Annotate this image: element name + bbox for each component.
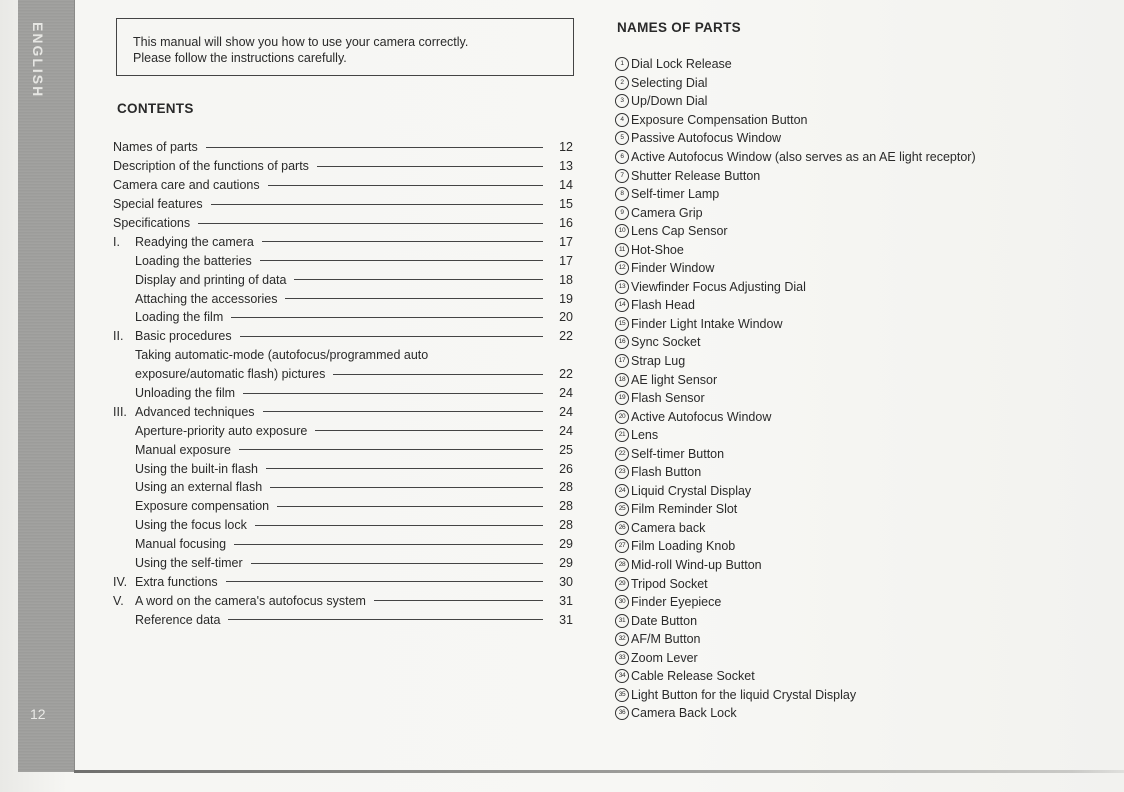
toc-label: Advanced techniques [135, 404, 255, 419]
toc-leader-line [239, 449, 543, 450]
part-label: Camera back [631, 520, 706, 535]
part-item [615, 240, 976, 259]
part-label: Date Button [631, 613, 698, 628]
toc-entry [113, 462, 258, 476]
part-label: Sync Socket [631, 335, 701, 350]
part-item [615, 630, 976, 649]
circled-number-icon: 1 [615, 57, 629, 71]
part-item [615, 649, 976, 668]
part-label: Selecting Dial [631, 75, 708, 90]
toc-page-number: 12 [559, 140, 573, 155]
toc-row [113, 572, 573, 591]
toc-label: Description of the functions of parts [113, 159, 309, 174]
part-label: Strap Lug [631, 354, 686, 369]
circled-number-icon: 9 [615, 206, 629, 220]
circled-number-icon: 16 [615, 335, 629, 349]
toc-page-number: 16 [559, 216, 573, 230]
circled-number-icon: 33 [615, 651, 629, 665]
part-label: Hot-Shoe [631, 242, 684, 257]
circled-number-icon: 7 [615, 169, 629, 183]
toc-label: Extra functions [135, 574, 218, 589]
toc-row [113, 138, 573, 157]
toc-entry [113, 178, 260, 192]
toc-numeral: V. [113, 593, 124, 608]
part-item [615, 556, 976, 575]
intro-line-2: Please follow the instructions carefully. [133, 51, 347, 65]
part-label: Flash Button [631, 465, 702, 480]
toc-entry [113, 480, 262, 494]
toc-row [113, 516, 573, 535]
toc-page-number: 22 [559, 367, 573, 382]
part-item [615, 296, 976, 315]
circled-number-icon: 14 [615, 298, 629, 312]
part-label: Finder Light Intake Window [631, 316, 783, 331]
toc-numeral: I. [113, 234, 120, 249]
toc-page-number: 29 [559, 556, 573, 571]
part-item [615, 333, 976, 352]
circled-number-icon: 8 [615, 187, 629, 201]
toc-page-number: 28 [559, 480, 573, 495]
toc-page-number: 14 [559, 178, 573, 193]
toc-entry [113, 386, 235, 400]
toc-label: Loading the batteries [135, 253, 252, 268]
toc-leader-line [243, 393, 543, 394]
toc-entry [113, 405, 255, 419]
toc-page-number: 17 [559, 234, 573, 249]
toc-row [113, 610, 573, 629]
toc-numeral: IV. [113, 574, 128, 589]
toc-row [113, 214, 573, 233]
toc-row [113, 251, 573, 270]
part-item [615, 444, 976, 463]
toc-page-number: 31 [559, 612, 573, 627]
part-item [615, 686, 976, 705]
circled-number-icon: 35 [615, 688, 629, 702]
part-label: Active Autofocus Window (also serves as an AE light receptor) [631, 150, 976, 164]
toc-page-number: 25 [559, 442, 573, 457]
toc-row [113, 384, 573, 403]
toc-row [113, 440, 573, 459]
toc-page-number: 15 [559, 197, 573, 212]
part-item [615, 704, 976, 723]
language-label: ENGLISH [30, 22, 46, 99]
part-label: Cable Release Socket [631, 669, 755, 684]
toc-entry [113, 254, 252, 268]
toc-label: Specifications [113, 216, 191, 230]
toc-row [113, 497, 573, 516]
toc-label: Camera care and cautions [113, 178, 260, 193]
toc-entry [113, 310, 223, 324]
toc-page-number: 26 [559, 461, 573, 476]
toc-leader-line [266, 468, 543, 469]
circled-number-icon: 5 [615, 131, 629, 145]
part-item [615, 111, 976, 130]
language-side-tab [18, 0, 75, 772]
toc-row [113, 554, 573, 573]
toc-row [113, 270, 573, 289]
part-label: AF/M Button [631, 632, 701, 647]
toc-row [113, 308, 573, 327]
toc-page-number: 17 [559, 253, 573, 268]
toc-entry [113, 537, 226, 551]
toc-leader-line [198, 223, 543, 224]
part-item [615, 148, 976, 167]
circled-number-icon: 4 [615, 113, 629, 127]
toc-leader-line [240, 336, 543, 337]
part-item [615, 166, 976, 185]
circled-number-icon: 32 [615, 632, 629, 646]
part-item [615, 129, 976, 148]
part-item [615, 352, 976, 371]
part-label: Camera Back Lock [631, 706, 737, 721]
part-label: Shutter Release Button [631, 168, 761, 183]
toc-leader-line [206, 147, 543, 148]
toc-page-number: 31 [559, 593, 573, 608]
part-item [615, 537, 976, 556]
toc-label: Exposure compensation [135, 499, 270, 514]
parts-list [615, 55, 976, 723]
intro-line-1: This manual will show you how to use your camera correctly. [133, 35, 469, 49]
circled-number-icon: 13 [615, 280, 629, 294]
toc-entry [113, 424, 307, 438]
part-label: Up/Down Dial [631, 94, 708, 109]
toc-label: Attaching the accessories [135, 291, 278, 306]
part-item [615, 92, 976, 111]
part-label: Light Button for the liquid Crystal Display [631, 687, 857, 702]
circled-number-icon: 18 [615, 373, 629, 387]
toc-leader-line [333, 374, 543, 375]
toc-leader-line [263, 411, 543, 412]
toc-label: Reference data [135, 612, 221, 627]
circled-number-icon: 22 [615, 447, 629, 461]
toc-page-number: 24 [559, 404, 573, 419]
names-of-parts-heading: NAMES OF PARTS [617, 20, 741, 35]
toc-leader-line [277, 506, 543, 507]
part-item [615, 55, 976, 74]
part-item [615, 482, 976, 501]
toc-row [113, 157, 573, 176]
toc-label: Using the focus lock [135, 518, 247, 533]
toc-entry [113, 575, 218, 589]
intro-notice-box [116, 18, 574, 76]
toc-label: Unloading the film [135, 386, 236, 401]
toc-entry [113, 140, 198, 154]
circled-number-icon: 23 [615, 465, 629, 479]
circled-number-icon: 17 [615, 354, 629, 368]
toc-label: Using an external flash [135, 480, 263, 495]
toc-page-number: 29 [559, 537, 573, 552]
toc-leader-line [211, 204, 543, 205]
part-item [615, 259, 976, 278]
circled-number-icon: 25 [615, 502, 629, 516]
part-label: Self-timer Button [631, 446, 725, 461]
part-label: Lens Cap Sensor [631, 224, 728, 239]
toc-row [113, 195, 573, 214]
toc-entry [113, 518, 247, 532]
toc-leader-line [231, 317, 543, 318]
toc-row [113, 478, 573, 497]
toc-row [113, 327, 573, 346]
part-label: Exposure Compensation Button [631, 112, 808, 127]
circled-number-icon: 20 [615, 410, 629, 424]
toc-entry [113, 235, 254, 249]
part-label: Mid-roll Wind-up Button [631, 558, 762, 573]
toc-leader-line [317, 166, 543, 167]
toc-leader-line [226, 581, 543, 582]
toc-page-number: 13 [559, 159, 573, 174]
part-label: Finder Window [631, 261, 715, 276]
part-label: Self-timer Lamp [631, 187, 720, 202]
toc-entry [113, 197, 203, 211]
toc-entry [113, 556, 243, 570]
toc-row [113, 289, 573, 308]
circled-number-icon: 29 [615, 577, 629, 591]
part-item [615, 519, 976, 538]
toc-label: Using the self-timer [135, 556, 243, 571]
toc-label: Special features [113, 197, 203, 212]
toc-page-number: 24 [559, 386, 573, 401]
part-item [615, 74, 976, 93]
toc-entry [113, 329, 232, 343]
page-number: 12 [30, 706, 46, 722]
toc-leader-line [374, 600, 543, 601]
toc-leader-line [260, 260, 543, 261]
part-item [615, 407, 976, 426]
circled-number-icon: 15 [615, 317, 629, 331]
toc-entry [113, 292, 277, 306]
circled-number-icon: 30 [615, 595, 629, 609]
toc-leader-line [228, 619, 543, 620]
toc-leader-line [315, 430, 543, 431]
toc-leader-line [262, 241, 543, 242]
toc-row [113, 591, 573, 610]
part-item [615, 593, 976, 612]
circled-number-icon: 26 [615, 521, 629, 535]
part-item [615, 574, 976, 593]
part-item [615, 278, 976, 297]
toc-entry [113, 348, 428, 362]
toc-row [113, 402, 573, 421]
toc-entry [113, 594, 366, 608]
part-item [615, 611, 976, 630]
part-item [615, 222, 976, 241]
toc-row [113, 535, 573, 554]
toc-row [113, 421, 573, 440]
circled-number-icon: 19 [615, 391, 629, 405]
part-label: Tripod Socket [631, 576, 708, 591]
toc-entry [113, 159, 309, 173]
toc-page-number: 28 [559, 518, 573, 533]
toc-label: Readying the camera [135, 234, 254, 249]
toc-label: Basic procedures [135, 329, 232, 344]
toc-label: Manual exposure [135, 442, 231, 457]
toc-leader-line [268, 185, 543, 186]
part-item [615, 315, 976, 334]
circled-number-icon: 10 [615, 224, 629, 238]
toc-leader-line [251, 563, 543, 564]
toc-numeral: II. [113, 329, 124, 344]
part-label: Camera Grip [631, 205, 703, 220]
toc-row [113, 365, 573, 384]
part-item [615, 203, 976, 222]
toc-entry [113, 443, 231, 457]
part-label: Lens [631, 428, 659, 443]
toc-page-number: 30 [559, 574, 573, 589]
toc-label: Manual focusing [135, 537, 227, 552]
part-item [615, 500, 976, 519]
toc-label: Using the built-in flash [135, 461, 258, 476]
circled-number-icon: 12 [615, 261, 629, 275]
toc-label: Taking automatic-mode (autofocus/programmed auto [135, 348, 429, 363]
circled-number-icon: 11 [615, 243, 629, 257]
toc-page-number: 24 [559, 423, 573, 438]
part-label: Film Reminder Slot [631, 502, 738, 517]
toc-leader-line [255, 525, 543, 526]
part-label: Active Autofocus Window [631, 409, 772, 424]
toc-row [113, 176, 573, 195]
part-label: Film Loading Knob [631, 539, 736, 554]
circled-number-icon: 6 [615, 150, 629, 164]
toc-page-number: 20 [559, 310, 573, 325]
circled-number-icon: 34 [615, 669, 629, 683]
toc-leader-line [436, 355, 543, 356]
circled-number-icon: 28 [615, 558, 629, 572]
toc-entry [113, 273, 286, 287]
toc-label: Names of parts [113, 140, 198, 155]
part-item [615, 426, 976, 445]
toc-page-number: 19 [559, 291, 573, 306]
toc-page-number: 22 [559, 329, 573, 344]
circled-number-icon: 36 [615, 706, 629, 720]
toc-page-number: 28 [559, 499, 573, 514]
toc-label: Aperture-priority auto exposure [135, 423, 308, 438]
part-item [615, 389, 976, 408]
toc-row [113, 459, 573, 478]
toc-numeral: III. [113, 404, 127, 419]
toc-leader-line [285, 298, 543, 299]
toc-label: Display and printing of data [135, 272, 287, 287]
circled-number-icon: 27 [615, 539, 629, 553]
circled-number-icon: 3 [615, 94, 629, 108]
bottom-rule [74, 770, 1124, 773]
part-label: Flash Sensor [631, 391, 705, 406]
toc-label: A word on the camera's autofocus system [135, 593, 366, 608]
toc-page-number: 18 [559, 272, 573, 287]
toc-entry [113, 367, 325, 381]
part-item [615, 370, 976, 389]
part-label: Viewfinder Focus Adjusting Dial [631, 279, 806, 294]
circled-number-icon: 2 [615, 76, 629, 90]
circled-number-icon: 21 [615, 428, 629, 442]
part-label: AE light Sensor [631, 372, 718, 387]
part-label: Passive Autofocus Window [631, 131, 782, 146]
part-label: Zoom Lever [631, 650, 698, 665]
toc-row [113, 346, 573, 365]
toc-entry [113, 499, 269, 513]
part-item [615, 185, 976, 204]
toc-row [113, 232, 573, 251]
circled-number-icon: 24 [615, 484, 629, 498]
toc-entry [113, 216, 190, 230]
contents-list [113, 138, 573, 629]
part-item [615, 463, 976, 482]
circled-number-icon: 31 [615, 614, 629, 628]
contents-heading: CONTENTS [117, 101, 194, 116]
toc-entry [113, 613, 220, 627]
toc-label: exposure/automatic flash) pictures [135, 367, 326, 382]
part-label: Finder Eyepiece [631, 595, 722, 610]
part-label: Liquid Crystal Display [631, 483, 752, 498]
part-label: Dial Lock Release [631, 57, 732, 72]
toc-label: Loading the film [135, 310, 224, 325]
toc-leader-line [270, 487, 543, 488]
toc-leader-line [234, 544, 543, 545]
toc-leader-line [294, 279, 543, 280]
part-label: Flash Head [631, 298, 695, 313]
part-item [615, 667, 976, 686]
